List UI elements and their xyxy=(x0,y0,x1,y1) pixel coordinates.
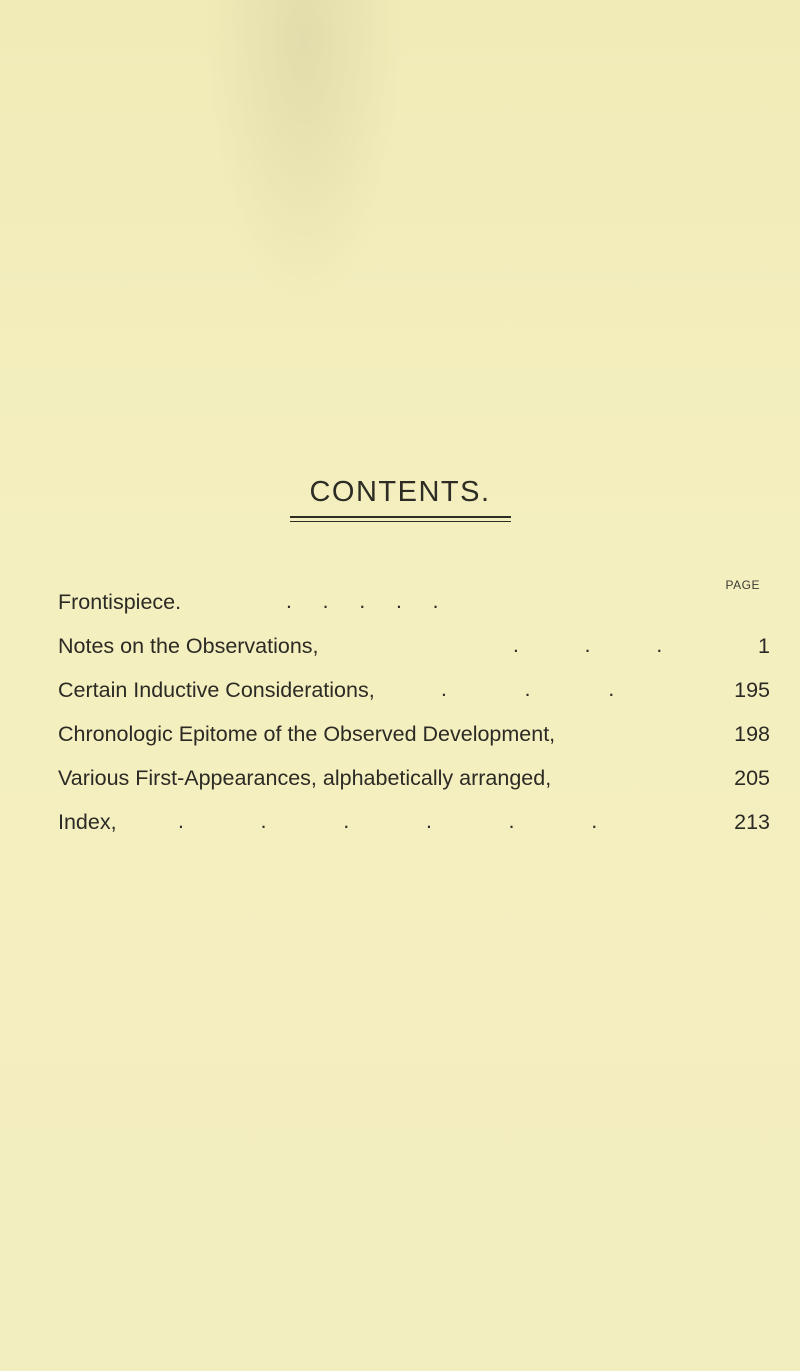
toc-entry-first-appearances xyxy=(58,766,770,810)
toc-entry-leader-dots: . . . . . . xyxy=(178,810,598,833)
toc-entry-title: Notes on the Observations, xyxy=(58,634,319,658)
toc-entry-frontispiece xyxy=(58,590,770,634)
toc-entry-leader-dots: . . . xyxy=(441,678,615,701)
toc-entry-title: Index, xyxy=(58,810,117,834)
toc-entry-page: 205 xyxy=(734,766,770,790)
toc-entry-page: 198 xyxy=(734,722,770,746)
toc-entry-title: Various First-Appearances, alphabetically arranged, xyxy=(58,766,552,790)
page-title: CONTENTS. xyxy=(309,476,491,508)
title-underline xyxy=(290,516,511,518)
toc-entry-title: Frontispiece. xyxy=(58,590,182,614)
toc-entry-page: 213 xyxy=(734,810,770,834)
toc-entry-chronologic xyxy=(58,722,770,766)
toc-entry-leader-dots: . . . xyxy=(513,634,663,657)
toc-entry-page: 195 xyxy=(734,678,770,702)
toc-entry-index xyxy=(58,810,770,854)
table-of-contents xyxy=(58,590,770,854)
toc-entry-title: Certain Inductive Considerations, xyxy=(58,678,375,702)
toc-entry-title: Chronologic Epitome of the Observed Development, xyxy=(58,722,556,746)
toc-entry-page: 1 xyxy=(758,634,770,658)
toc-entry-leader-dots: . . . . . xyxy=(286,590,439,613)
toc-entry-notes xyxy=(58,634,770,678)
toc-entry-inductive xyxy=(58,678,770,722)
page-column-label: PAGE xyxy=(725,578,760,592)
title-underline-secondary xyxy=(290,521,511,522)
